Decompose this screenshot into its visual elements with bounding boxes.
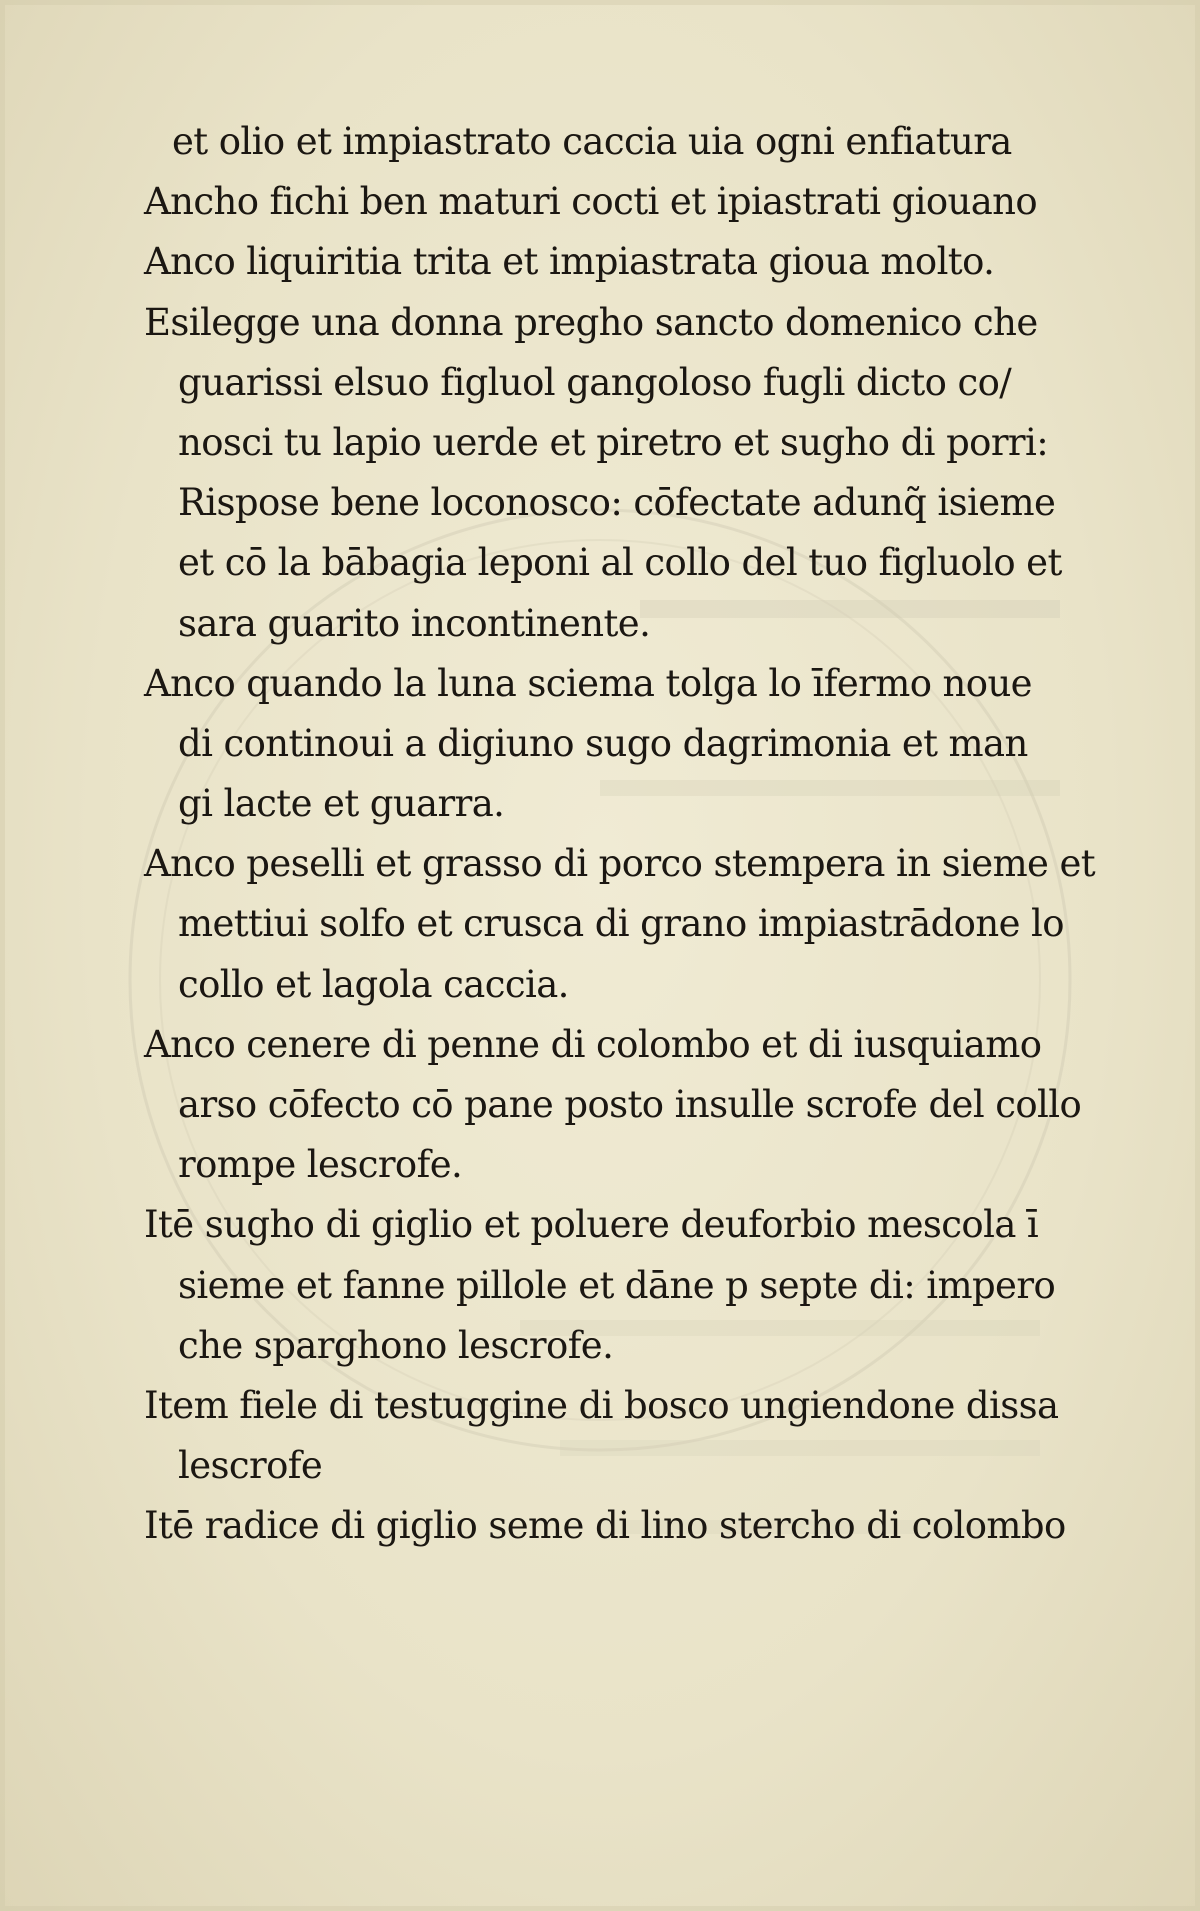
text-line: sieme et fanne pillole et dāne p septe di: impero xyxy=(178,1263,1056,1307)
text-line: Esilegge una donna pregho sancto domenico che xyxy=(144,300,1038,344)
page-text xyxy=(132,112,1122,1557)
text-line: Itē radice di giglio seme di lino stercho di colombo xyxy=(144,1504,1066,1548)
text-line: Anco cenere di penne di colombo et di iusquiamo xyxy=(144,1022,1042,1066)
text-line: mettiui solfo et crusca di grano impiastrādone lo xyxy=(178,902,1064,946)
text-line: Anco quando la luna sciema tolga lo īfermo noue xyxy=(144,661,1032,705)
text-line: collo et lagola caccia. xyxy=(178,962,569,1006)
text-line: arso cōfecto cō pane posto insulle scrofe del collo xyxy=(178,1083,1082,1126)
text-line: et cō la bābagia leponi al collo del tuo figluolo et xyxy=(178,541,1062,585)
text-line: nosci tu lapio uerde et piretro et sugho di porri: xyxy=(178,420,1049,464)
text-line: guarissi elsuo figluol gangoloso fugli dicto co/ xyxy=(178,360,1012,404)
text-line: Rispose bene loconosco: cōfectate adunq̃ isieme xyxy=(178,481,1056,525)
text-line: che sparghono lescrofe. xyxy=(178,1323,614,1367)
text-line: gi lacte et guarra. xyxy=(178,782,505,826)
text-line: Ancho fichi ben maturi cocti et ipiastrati giouano xyxy=(144,180,1038,224)
text-line: di continoui a digiuno sugo dagrimonia et man xyxy=(178,721,1028,765)
text-line: lescrofe xyxy=(178,1444,323,1488)
text-line: sara guarito incontinente. xyxy=(178,601,651,645)
text-line: Item fiele di testuggine di bosco ungiendone dissa xyxy=(144,1383,1059,1427)
text-line: et olio et impiastrato caccia uia ogni enfiatura xyxy=(172,120,1012,163)
text-line: Anco peselli et grasso di porco stempera in sieme et xyxy=(144,842,1096,886)
text-line: rompe lescrofe. xyxy=(178,1143,463,1187)
text-line: Anco liquiritia trita et impiastrata gioua molto. xyxy=(144,240,995,284)
text-line: Itē sugho di giglio et poluere deuforbio mescola ī xyxy=(144,1203,1039,1247)
